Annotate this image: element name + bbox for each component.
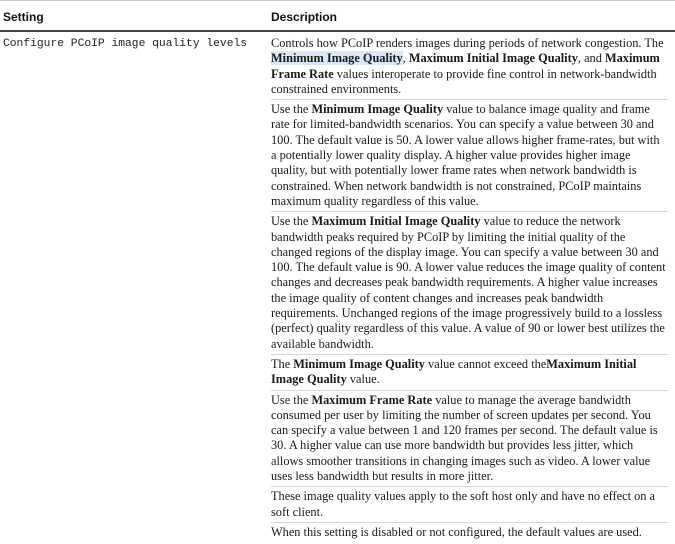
text-run: Controls how PCoIP renders images during periods of network congestion. The xyxy=(271,36,664,50)
term-maximum-frame-rate: Maximum Frame Rate xyxy=(311,392,433,407)
text-run: value to reduce the network bandwidth peaks required by PCoIP by limiting the initial quality of the changed regions of the display image. You can specify a value between 30 and 100. The default value is 90. A lower value reduces the image quality of content changes and decreases peak bandwidth requirements. A higher value increases the image quality of content changes and increases peak bandwidth requirements. Unchanged regions of the image progressively build to a lossless (perfect) quality regardless of this value. A value of 90 or lower best utilizes the available bandwidth. xyxy=(271,214,666,351)
term-maximum-initial-image-quality: Maximum Initial Image Quality xyxy=(271,356,637,387)
text-run: Use the xyxy=(271,214,312,229)
description-paragraph-1 xyxy=(271,36,668,100)
text-run: Use the xyxy=(271,102,312,117)
term-maximum-initial-image-quality: Maximum Initial Image Quality xyxy=(408,51,578,66)
text-run: , xyxy=(402,51,409,66)
text-run: value cannot exceed the xyxy=(424,356,547,371)
description-cell xyxy=(271,36,668,544)
description-paragraph-3 xyxy=(271,214,668,355)
text-run: value to manage the average bandwidth consumed per user by limiting the number of screen updates per second. You can specify a value between 1 and 120 frames per second. The default value is 30. A higher value can use more bandwidth but provides less jitter, which allows smoother transitions in changing images such as video. A lower value uses less bandwidth but results in more jitter. xyxy=(271,392,658,484)
description-paragraph-4 xyxy=(271,357,668,391)
text-run: , and xyxy=(577,51,605,66)
table-header xyxy=(0,8,675,32)
description-paragraph-2 xyxy=(271,102,668,212)
setting-name: Configure PCoIP image quality levels xyxy=(3,38,248,50)
term-maximum-frame-rate: Maximum Frame Rate xyxy=(271,51,660,81)
header-description: Description xyxy=(271,10,338,24)
description-paragraph-6 xyxy=(271,489,668,523)
term-maximum-initial-image-quality: Maximum Initial Image Quality xyxy=(311,214,481,229)
text-run: Use the xyxy=(271,392,312,407)
term-minimum-image-quality: Minimum Image Quality xyxy=(271,51,403,66)
header-setting: Setting xyxy=(3,10,44,24)
top-rule xyxy=(0,0,675,5)
description-paragraph-7 xyxy=(271,525,668,542)
text-run: The xyxy=(271,356,294,371)
description-paragraph-5 xyxy=(271,393,668,488)
text-run: value. xyxy=(346,372,380,387)
text-run: These image quality values apply to the soft host only and have no effect on a soft client. xyxy=(271,489,656,519)
text-run: values interoperate to provide fine control in network-bandwidth constrained environments. xyxy=(271,66,657,96)
text-run: value to balance image quality and frame rate for limited-bandwidth scenarios. You can specify a value between 30 and 100. The default value is 50. A lower value allows higher frame-rates, but with a potentially lower quality display. A higher value provides higher image quality, but with potentially lower frame rates when network bandwidth is constrained. When network bandwidth is not constrained, PCoIP maintains maximum quality regardless of this value. xyxy=(271,102,660,208)
term-minimum-image-quality: Minimum Image Quality xyxy=(311,102,444,117)
text-run: When this setting is disabled or not configured, the default values are used. xyxy=(271,524,642,539)
term-minimum-image-quality: Minimum Image Quality xyxy=(293,356,425,371)
